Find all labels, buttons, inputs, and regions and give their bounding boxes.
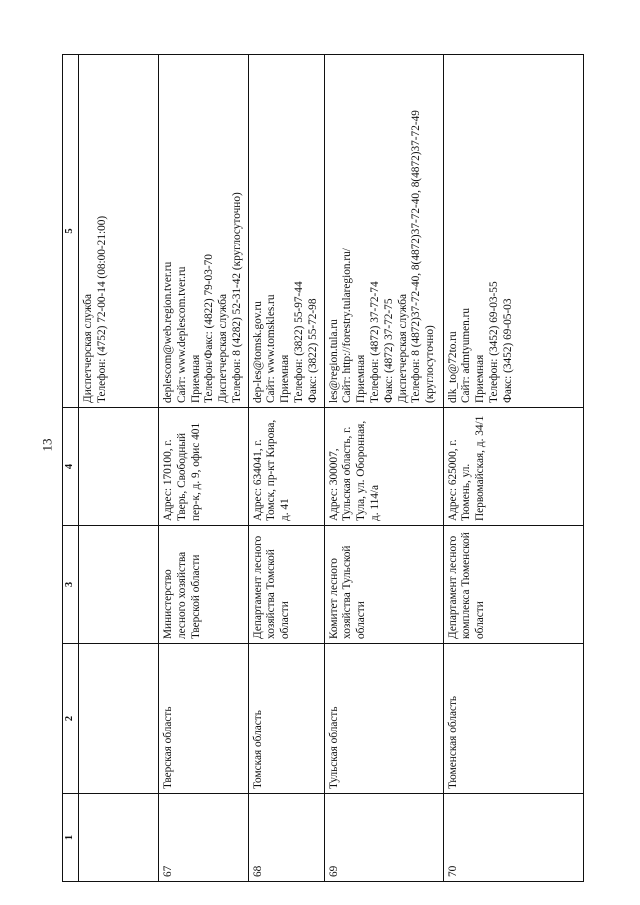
cell-address: Адрес: 300007, Тульская область, г. Тула, ул. Оборонная, д. 114/а <box>324 408 443 526</box>
cell-contacts <box>159 55 249 408</box>
cell-organization: Комитет лесного хозяйства Тульской области <box>324 526 443 644</box>
contact-line: Приемная <box>355 354 368 403</box>
cell-empty <box>79 794 159 882</box>
contact-line: Телефон: (4752) 72-00-14 (08:00-21:00) <box>95 215 108 403</box>
cell-empty <box>79 408 159 526</box>
cell-address: Адрес: 634041, г. Томск, пр-кт Кирова, д. 41 <box>248 408 324 526</box>
column-header: 2 <box>63 644 79 794</box>
column-header: 5 <box>63 55 79 408</box>
contact-line: Телефон: (4872) 37-72-74 <box>369 281 382 403</box>
cell-region: Тульская область <box>324 644 443 794</box>
email-link[interactable]: dlk_to@72to.ru <box>446 331 459 403</box>
contact-line: Телефон: 8 (4282) 52-31-42 (круглосуточно) <box>230 192 243 403</box>
cell-address: Адрес: 625000, г. Тюмень, ул. Первомайская, д. 34/1 <box>443 408 583 526</box>
cell-empty <box>79 644 159 794</box>
contact-line: Факс: (3822) 55-72-98 <box>306 298 319 403</box>
contact-line: Факс: (4872) 37-72-75 <box>382 298 395 403</box>
table-row <box>324 55 443 882</box>
contact-line: Диспетчерская служба <box>217 293 230 403</box>
cell-number: 70 <box>443 794 583 882</box>
column-header: 1 <box>63 794 79 882</box>
email-link[interactable]: dep-les@tomsk.gov.ru <box>251 301 264 403</box>
cell-contacts <box>248 55 324 408</box>
contact-line: Телефон: 8 (4872)37-72-40, 8(4872)37-72-40, 8(4872)37-72-49 <box>410 110 423 403</box>
contact-line: Телефон: (3452) 69-03-55 <box>488 281 501 403</box>
table-row <box>248 55 324 882</box>
website-link[interactable]: Сайт: www.deplescom.tver.ru <box>175 266 188 403</box>
column-header: 3 <box>63 526 79 644</box>
cell-contacts <box>443 55 583 408</box>
contact-line: Приемная <box>189 354 202 403</box>
website-link[interactable]: Сайт: www.tomskles.ru <box>265 294 278 403</box>
website-link[interactable]: Сайт: http://forestry.tularegion.ru/ <box>341 248 354 403</box>
website-link[interactable]: Сайт: admtyumen.ru <box>460 307 473 403</box>
contact-line: Диспетчерская служба <box>82 293 94 403</box>
contact-line: (круглосуточно) <box>424 325 437 403</box>
cell-organization: Департамент лесного хозяйства Томской области <box>248 526 324 644</box>
cell-organization: Министерство лесного хозяйства Тверской области <box>159 526 249 644</box>
cell-address: Адрес: 170100, г. Тверь, Свободный пер-к, д. 9, офис 401 <box>159 408 249 526</box>
cell-organization: Департамент лесного комплекса Тюменской области <box>443 526 583 644</box>
cell-region: Томская область <box>248 644 324 794</box>
cell-contacts <box>79 55 159 408</box>
column-header: 4 <box>63 408 79 526</box>
cell-number: 69 <box>324 794 443 882</box>
cell-region: Тюменская область <box>443 644 583 794</box>
contact-line: Приемная <box>474 354 487 403</box>
contact-line: Телефон: (3822) 55-97-44 <box>293 281 306 403</box>
contact-line: Телефон/Факс: (4822) 79-03-70 <box>203 254 216 403</box>
contact-line: Приемная <box>279 354 292 403</box>
contact-line: Факс: (3452) 69-05-03 <box>501 298 514 403</box>
email-link[interactable]: les@region.tula.ru <box>327 319 340 403</box>
forestry-authorities-table <box>62 54 584 882</box>
cell-number: 67 <box>159 794 249 882</box>
table-row-dispatch-continuation <box>79 55 159 882</box>
email-link[interactable]: deplescom@web.region.tver.ru <box>162 261 174 403</box>
table-row <box>159 55 249 882</box>
cell-empty <box>79 526 159 644</box>
table-row <box>443 55 583 882</box>
cell-contacts <box>324 55 443 408</box>
cell-number: 68 <box>248 794 324 882</box>
cell-region: Тверская область <box>159 644 249 794</box>
rotated-page-content <box>62 55 581 882</box>
contact-line: Диспетчерская служба <box>396 293 409 403</box>
table-header-row <box>63 55 79 882</box>
page-number: 13 <box>39 438 55 452</box>
